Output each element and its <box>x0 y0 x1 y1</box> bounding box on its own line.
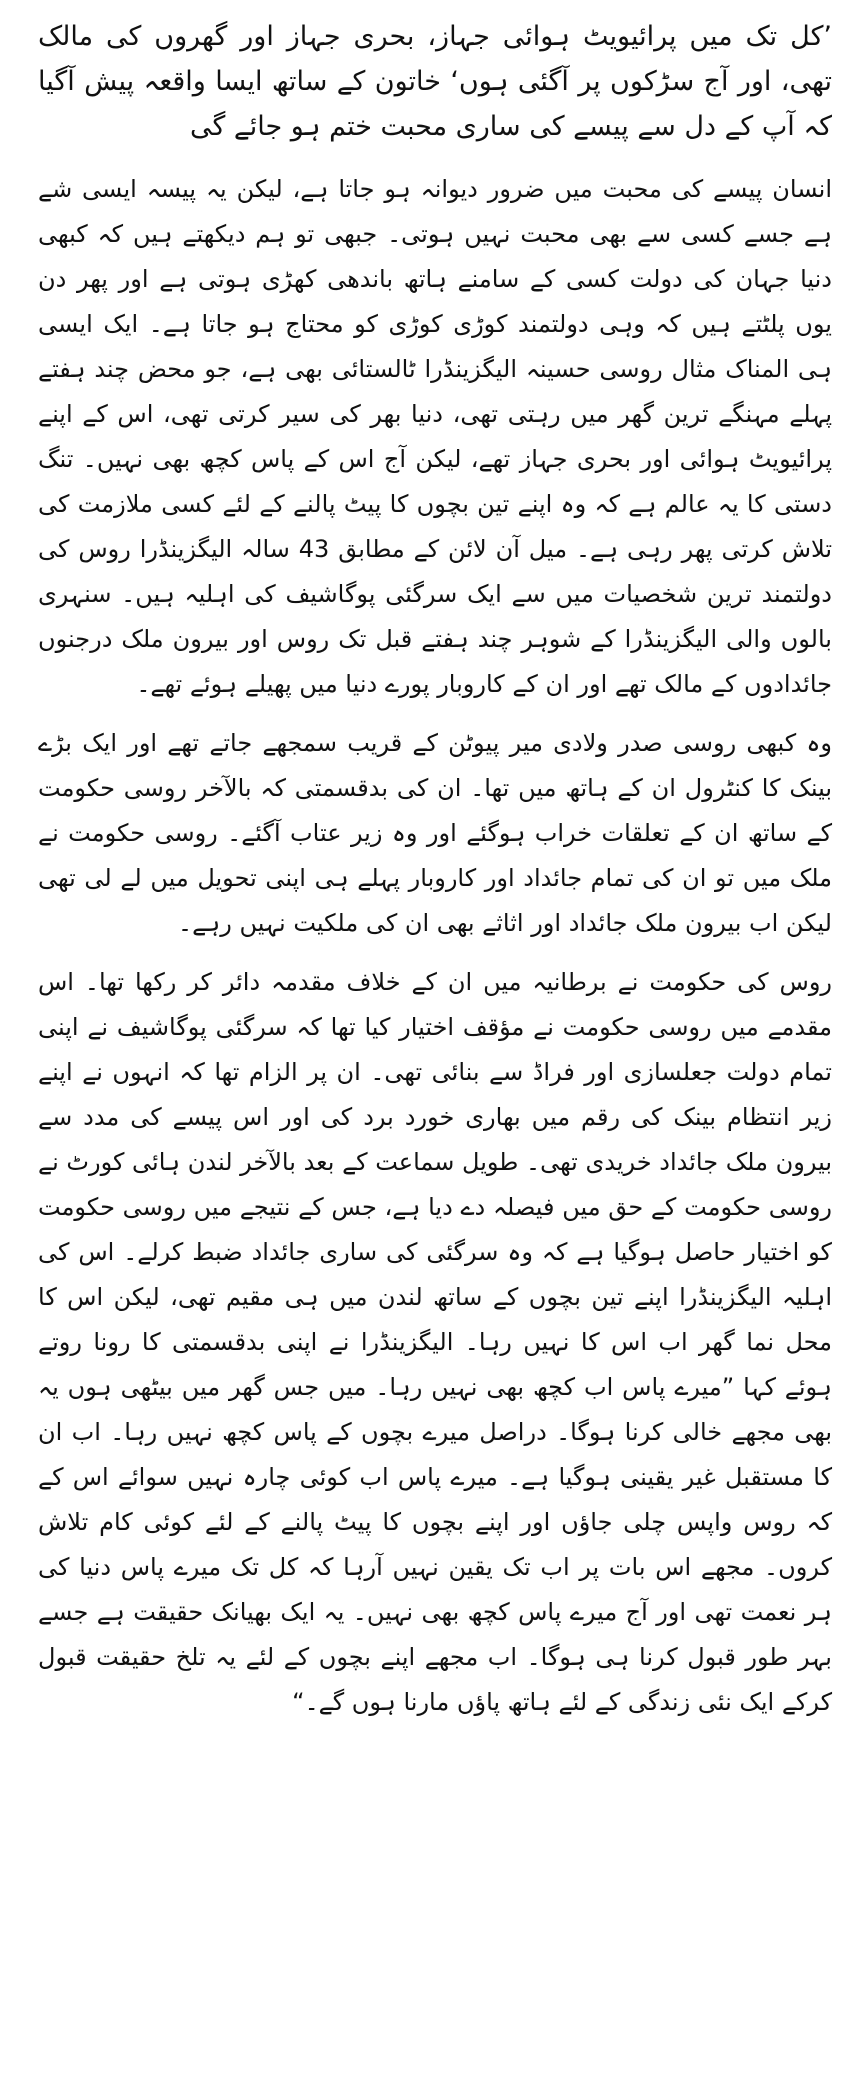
article-paragraph: وہ کبھی روسی صدر ولادی میر پیوٹن کے قریب سمجھے جاتے تھے اور ایک بڑے بینک کا کنٹرول ان کے ہاتھ میں تھا۔ ان کی بدقسمتی کہ بالآخر روسی حکومت کے ساتھ ان کے تعلقات خراب ہوگئے اور وہ زیر عتاب آگئے۔ روسی حکومت نے ملک میں تو ان کی تمام جائداد اور کاروبار پہلے ہی اپنی تحویل میں لے لی تھی لیکن اب بیرون ملک جائداد اور اثاثے بھی ان کی ملکیت نہیں رہے۔ <box>38 729 832 937</box>
article-headline: ’کل تک میں پرائیویٹ ہوائی جہاز، بحری جہاز اور گھروں کی مالک تھی، اور آج سڑکوں پر آگئی ہوں‘ خاتون کے ساتھ ایسا واقعہ پیش آگیا کہ آپ کے دل سے پیسے کی ساری محبت ختم ہو جائے گی <box>38 21 832 142</box>
article-paragraph: انسان پیسے کی محبت میں ضرور دیوانہ ہو جاتا ہے، لیکن یہ پیسہ ایسی شے ہے جسے کسی سے بھی محبت نہیں ہوتی۔ جبھی تو ہم دیکھتے ہیں کہ کبھی دنیا جہان کی دولت کسی کے سامنے ہاتھ باندھی کھڑی ہوتی ہے اور پھر دن یوں پلٹتے ہیں کہ وہی دولتمند کوڑی کوڑی کو محتاج ہو جاتا ہے۔ ایک ایسی ہی المناک مثال روسی حسینہ الیگزینڈرا ٹالستائی بھی ہے، جو محض چند ہفتے پہلے مہنگے ترین گھر میں رہتی تھی، دنیا بھر کی سیر کرتی تھی، اس کے اپنے پرائیویٹ ہوائی اور بحری جہاز تھے، لیکن آج اس کے پاس کچھ بھی نہیں۔ تنگ دستی کا یہ عالم ہے کہ وہ اپنے تین بچوں کا پیٹ پالنے کے لئے کسی ملازمت کی تلاش کرتی پھر رہی ہے۔ میل آن لائن کے مطابق 43 سالہ الیگزینڈرا روس کی دولتمند ترین شخصیات میں سے ایک سرگئی پوگاشیف کی اہلیہ ہیں۔ سنہری بالوں والی الیگزینڈرا کے شوہر چند ہفتے قبل تک روس اور بیرون ملک درجنوں جائدادوں کے مالک تھے اور ان کے کاروبار پورے دنیا میں پھیلے ہوئے تھے۔ <box>38 175 832 698</box>
article-paragraph: روس کی حکومت نے برطانیہ میں ان کے خلاف مقدمہ دائر کر رکھا تھا۔ اس مقدمے میں روسی حکومت نے مؤقف اختیار کیا تھا کہ سرگئی پوگاشیف نے اپنی تمام دولت جعلسازی اور فراڈ سے بنائی تھی۔ ان پر الزام تھا کہ انہوں نے اپنے زیر انتظام بینک کی رقم میں بھاری خورد برد کی اور اس پیسے کی مدد سے بیرون ملک جائداد خریدی تھی۔ طویل سماعت کے بعد بالآخر لندن ہائی کورٹ نے روسی حکومت کے حق میں فیصلہ دے دیا ہے، جس کے نتیجے میں روسی حکومت کو اختیار حاصل ہوگیا ہے کہ وہ سرگئی کی ساری جائداد ضبط کرلے۔ اس کی اہلیہ الیگزینڈرا اپنے تین بچوں کے ساتھ لندن میں ہی مقیم تھی، لیکن اس کا محل نما گھر اب اس کا نہیں رہا۔ الیگزینڈرا نے اپنی بدقسمتی کا رونا روتے ہوئے کہا ”میرے پاس اب کچھ بھی نہیں رہا۔ میں جس گھر میں بیٹھی ہوں یہ بھی مجھے خالی کرنا ہوگا۔ دراصل میرے بچوں کے پاس کچھ نہیں رہا۔ اب ان کا مستقبل غیر یقینی ہوگیا ہے۔ میرے پاس اب کوئی چارہ نہیں سوائے اس کے کہ روس واپس چلی جاؤں اور اپنے بچوں کا پیٹ پالنے کے لئے کوئی کام تلاش کروں۔ مجھے اس بات پر اب تک یقین نہیں آرہا کہ کل تک میرے پاس دنیا کی ہر نعمت تھی اور آج میرے پاس کچھ بھی نہیں۔ یہ ایک بھیانک حقیقت ہے جسے بہر طور قبول کرنا ہی ہوگا۔ اب مجھے اپنے بچوں کے لئے یہ تلخ حقیقت قبول کرکے ایک نئی زندگی کے لئے ہاتھ پاؤں مارنا ہوں گے۔“ <box>38 968 832 1716</box>
